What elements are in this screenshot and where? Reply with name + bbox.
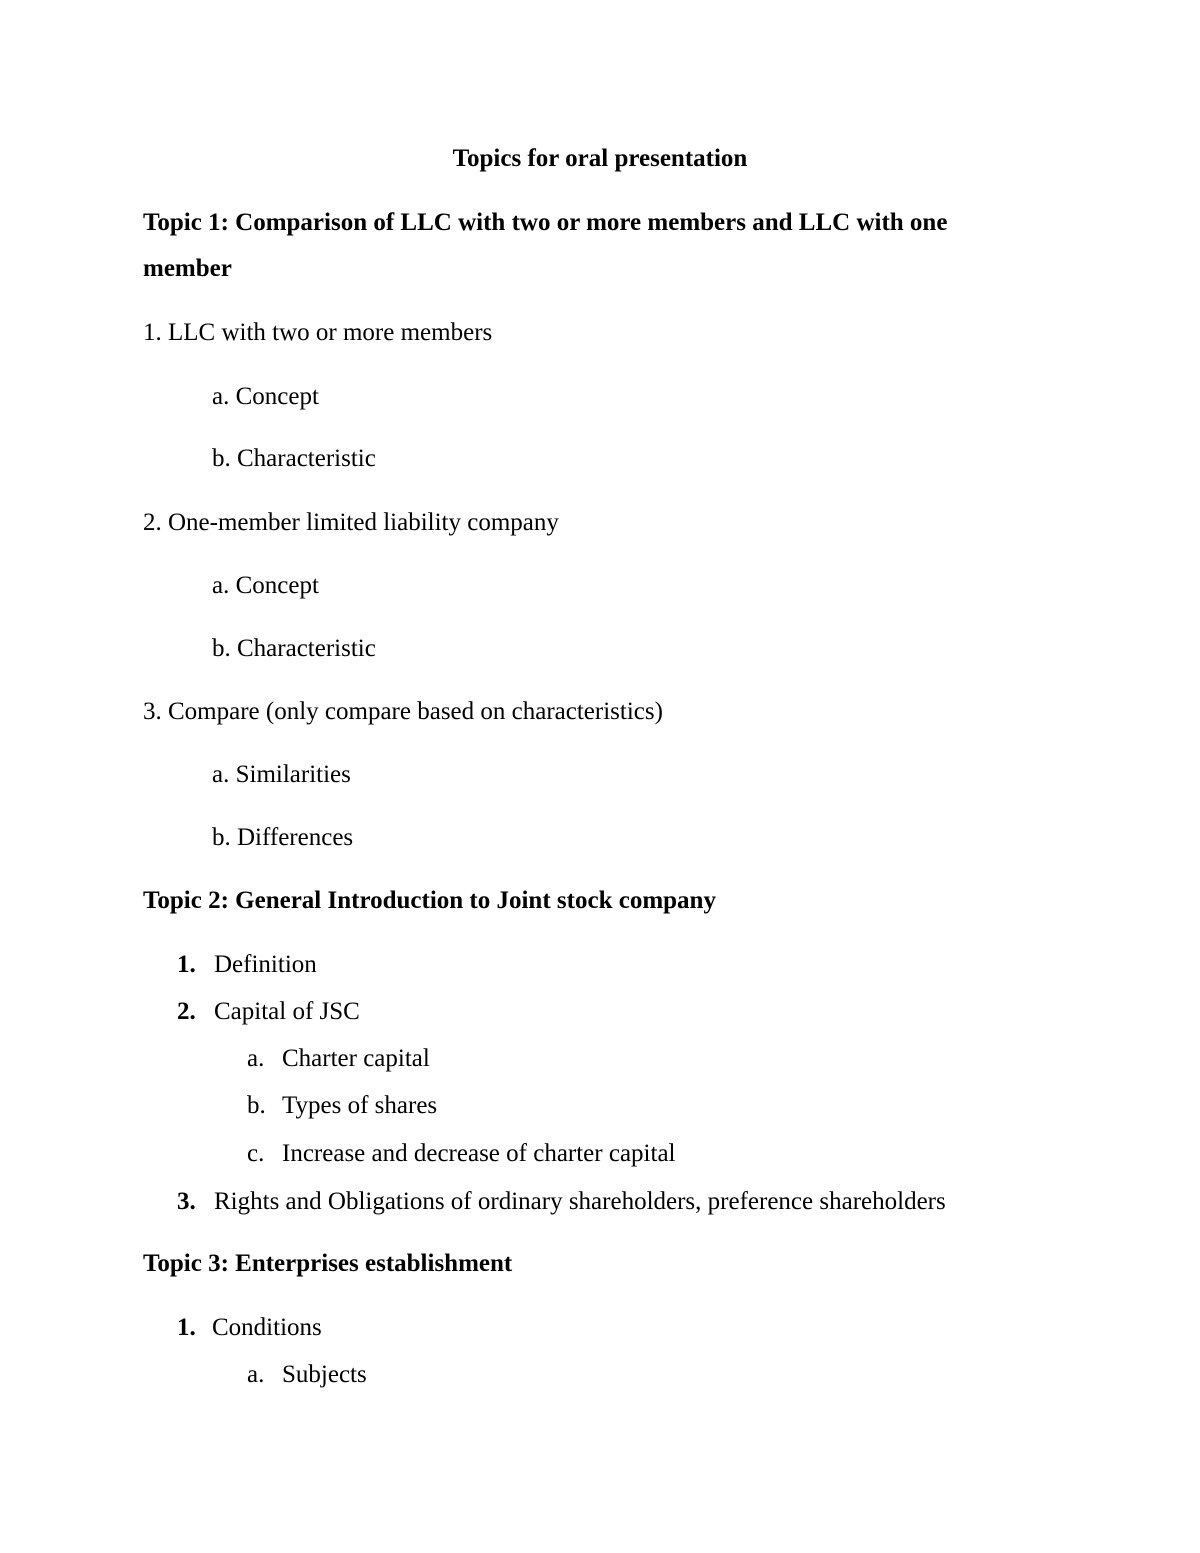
topic2-item-2-number: 2. xyxy=(177,998,196,1025)
topic3-item-1-number: 1. xyxy=(177,1314,196,1341)
topic2-item-2-sub-c: Increase and decrease of charter capital xyxy=(282,1140,676,1167)
topic1-item-3-sub-a: a. Similarities xyxy=(212,761,351,788)
topic3-item-1-sub-a: Subjects xyxy=(282,1361,367,1388)
topic1-item-2-sub-a: a. Concept xyxy=(212,572,319,599)
topic1-item-1-sub-a: a. Concept xyxy=(212,383,319,410)
topic1-heading-line1: Topic 1: Comparison of LLC with two or more members and LLC with one xyxy=(143,209,948,236)
topic2-item-3: Rights and Obligations of ordinary shareholders, preference shareholders xyxy=(214,1188,946,1215)
topic1-item-3: 3. Compare (only compare based on characteristics) xyxy=(143,698,663,725)
topic2-item-1: Definition xyxy=(214,951,317,978)
topic1-heading-line2: member xyxy=(143,255,232,282)
topic1-item-2-sub-b: b. Characteristic xyxy=(212,635,376,662)
topic1-item-1: 1. LLC with two or more members xyxy=(143,319,493,346)
topic3-item-1: Conditions xyxy=(212,1314,322,1341)
topic2-item-2-sub-b: Types of shares xyxy=(282,1092,438,1119)
topic2-item-2-sub-b-letter: b. xyxy=(247,1092,266,1119)
topic2-item-3-number: 3. xyxy=(177,1188,196,1215)
topic2-item-1-number: 1. xyxy=(177,951,196,978)
topic2-item-2-sub-a: Charter capital xyxy=(282,1045,430,1072)
topic1-item-2: 2. One-member limited liability company xyxy=(143,509,559,536)
topic2-item-2-sub-c-letter: c. xyxy=(247,1140,265,1167)
topic1-item-1-sub-b: b. Characteristic xyxy=(212,445,376,472)
topic1-item-3-sub-b: b. Differences xyxy=(212,824,354,851)
topic3-heading: Topic 3: Enterprises establishment xyxy=(143,1250,513,1277)
topic3-item-1-sub-a-letter: a. xyxy=(247,1361,265,1388)
topic2-item-2-sub-a-letter: a. xyxy=(247,1045,265,1072)
topic2-item-2: Capital of JSC xyxy=(214,998,360,1025)
topic2-heading: Topic 2: General Introduction to Joint stock company xyxy=(143,887,716,914)
page-title: Topics for oral presentation xyxy=(452,145,748,172)
